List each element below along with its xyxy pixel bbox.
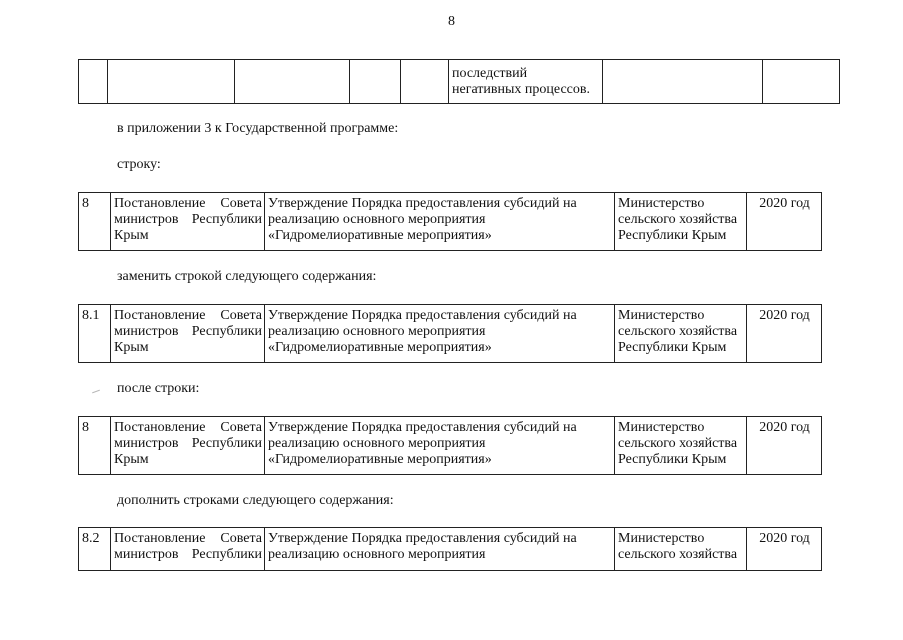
table-row bbox=[79, 305, 822, 363]
paragraph-replace: заменить строкой следующего содержания: bbox=[117, 269, 377, 284]
document-name-cell bbox=[265, 305, 615, 363]
deadline-cell: 2020 год bbox=[747, 305, 822, 363]
paragraph-add-rows: дополнить строками следующего содержания: bbox=[117, 493, 394, 508]
cell-text-line: Постановление Совета bbox=[114, 196, 262, 211]
row-number-cell: 8 bbox=[79, 417, 111, 475]
executor-cell bbox=[615, 193, 747, 251]
paragraph-after-row: после строки: bbox=[117, 381, 200, 396]
cell-text-line: Республики Крым bbox=[618, 228, 727, 243]
cell-text-line: Утверждение Порядка предоставления субсидий на bbox=[268, 531, 577, 546]
cell-text-line: Министерство bbox=[618, 308, 705, 323]
cell-text-line: Постановление Совета bbox=[114, 308, 262, 323]
executor-cell bbox=[615, 417, 747, 475]
scan-speck bbox=[92, 390, 100, 394]
cell-text-line: сельского хозяйства bbox=[618, 436, 738, 451]
row-table-1 bbox=[78, 192, 822, 251]
table-row bbox=[79, 60, 840, 104]
cell-text-line: Министерство bbox=[618, 420, 705, 435]
cell-text-line: Министерство bbox=[618, 196, 705, 211]
document-type-cell bbox=[111, 305, 265, 363]
document-type-cell bbox=[111, 193, 265, 251]
executor-cell bbox=[615, 528, 747, 571]
cell-text-line: министров Республики bbox=[114, 212, 262, 227]
cell-text-line: Утверждение Порядка предоставления субсидий на bbox=[268, 308, 577, 323]
document-type-cell bbox=[111, 528, 265, 571]
table-cell bbox=[763, 60, 840, 104]
table-row bbox=[79, 528, 822, 571]
table-cell bbox=[603, 60, 763, 104]
table-row bbox=[79, 417, 822, 475]
row-number-cell: 8.2 bbox=[79, 528, 111, 571]
cell-text-line: сельского хозяйства bbox=[618, 212, 738, 227]
executor-cell bbox=[615, 305, 747, 363]
document-name-cell bbox=[265, 528, 615, 571]
cell-text-line: Крым bbox=[114, 340, 149, 355]
cell-text-line: реализацию основного мероприятия bbox=[268, 547, 486, 562]
cell-text-line: «Гидромелиоративные мероприятия» bbox=[268, 452, 492, 467]
document-name-cell bbox=[265, 417, 615, 475]
cell-text-line: Крым bbox=[114, 452, 149, 467]
deadline-cell: 2020 год bbox=[747, 417, 822, 475]
cell-text-line: реализацию основного мероприятия bbox=[268, 324, 486, 339]
cell-text-line: сельского хозяйства bbox=[618, 324, 738, 339]
row-table-3 bbox=[78, 416, 822, 475]
paragraph-appendix: в приложении 3 к Государственной программе: bbox=[117, 121, 399, 136]
cell-text-line: негативных процессов. bbox=[452, 82, 591, 97]
document-name-cell bbox=[265, 193, 615, 251]
table-cell bbox=[79, 60, 108, 104]
cell-text-line: министров Республики bbox=[114, 324, 262, 339]
table-cell bbox=[235, 60, 350, 104]
deadline-cell: 2020 год bbox=[747, 528, 822, 571]
cell-text-line: реализацию основного мероприятия bbox=[268, 212, 486, 227]
document-type-cell bbox=[111, 417, 265, 475]
table-cell bbox=[449, 60, 603, 104]
cell-text-line: Утверждение Порядка предоставления субсидий на bbox=[268, 196, 577, 211]
cell-text-line: Утверждение Порядка предоставления субсидий на bbox=[268, 420, 577, 435]
table-row bbox=[79, 193, 822, 251]
cell-text-line: Постановление Совета bbox=[114, 531, 262, 546]
row-number-cell: 8 bbox=[79, 193, 111, 251]
row-table-4 bbox=[78, 527, 822, 571]
cell-text-line: реализацию основного мероприятия bbox=[268, 436, 486, 451]
row-number-cell: 8.1 bbox=[79, 305, 111, 363]
cell-text-line: Крым bbox=[114, 228, 149, 243]
continuation-table bbox=[78, 59, 840, 104]
cell-text-line: последствий bbox=[452, 66, 528, 81]
deadline-cell: 2020 год bbox=[747, 193, 822, 251]
cell-text-line: министров Республики bbox=[114, 547, 262, 562]
table-cell bbox=[401, 60, 449, 104]
paragraph-row: строку: bbox=[117, 157, 161, 172]
cell-text-line: Министерство bbox=[618, 531, 705, 546]
cell-text-line: Постановление Совета bbox=[114, 420, 262, 435]
cell-text-line: «Гидромелиоративные мероприятия» bbox=[268, 340, 492, 355]
table-cell bbox=[350, 60, 401, 104]
row-table-2 bbox=[78, 304, 822, 363]
cell-text-line: сельского хозяйства bbox=[618, 547, 738, 562]
cell-text-line: «Гидромелиоративные мероприятия» bbox=[268, 228, 492, 243]
cell-text-line: министров Республики bbox=[114, 436, 262, 451]
table-cell bbox=[108, 60, 235, 104]
page-number: 8 bbox=[448, 14, 455, 29]
cell-text-line: Республики Крым bbox=[618, 452, 727, 467]
cell-text-line: Республики Крым bbox=[618, 340, 727, 355]
